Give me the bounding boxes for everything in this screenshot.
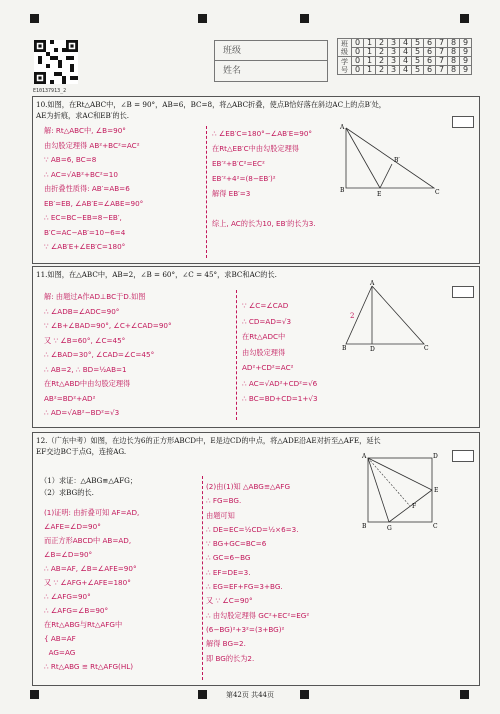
- answer-score-box[interactable]: [452, 116, 474, 128]
- fig-label: E: [434, 487, 439, 494]
- divider: [236, 290, 237, 420]
- fig-label: B: [340, 187, 345, 194]
- registration-mark: [460, 14, 469, 23]
- answer-score-box[interactable]: [452, 286, 474, 298]
- q11-work-right: ∵ ∠C=∠CAD ∴ CD=AD=√3 在Rt△ADC中 由勾股定理得 AD²+CD²=AC² ∴ AC=√AD²+CD²=√6 ∴ BC=BD+CD=1+√3: [242, 301, 318, 403]
- page-number: 第42页 共44页: [225, 691, 275, 699]
- fig-label: B: [342, 345, 347, 352]
- q10-work-right: ∴ ∠EB′C=180°−∠AB′E=90° 在Rt△EB′C中由勾股定理得 EB′²+B′C²=EC² EB′²+4²=(8−EB′)² 解得 EB′=3 综上, AC的长为10, EB′的长为3.: [212, 129, 316, 228]
- fig-label: C: [424, 345, 429, 352]
- question-12-text: 12.（广东中考）如图，在边长为6的正方形ABCD中，E是边CD的中点，将△ADE沿AE对折至△AFE，延长: [36, 436, 381, 445]
- name-label: 姓名: [223, 66, 242, 76]
- fig-label: C: [433, 523, 438, 530]
- divider: [202, 476, 203, 680]
- q10-work-left: 解: Rt△ABC中, ∠B=90° 由勾股定理得 AB²+BC²=AC² ∵ AB=6, BC=8 ∴ AC=√AB²+BC²=10 由折叠性质得: AB′=AB=6 EB′=EB, ∠AB′E=∠ABE=90° ∴ EC=BC−EB=8−EB′, B′C=AC−AB′=10−6=4 ∵ ∠AB′E+∠EB′C=180°: [44, 126, 144, 251]
- registration-mark: [30, 14, 39, 23]
- q11-work-left: 解: 由题过A作AD⊥BC于D.如图 ∴ ∠ADB=∠ADC=90° ∵ ∠B+∠BAD=90°, ∠C+∠CAD=90° 又 ∵ ∠B=60°, ∠C=45° ∴ ∠BAD=30°, ∠CAD=∠C=45° ∴ AB=2, ∴ BD=½AB=1 在Rt△ABD中由勾股定理得 AB²=BD²+AD² ∴ AD=√AB²−BD²=√3: [44, 292, 172, 417]
- grid-label-class: 班级: [338, 39, 352, 57]
- fig-label: 2: [350, 312, 355, 320]
- fig-label: F: [412, 503, 417, 510]
- q12-work-left: (1)证明: 由折叠可知 AF=AD, ∠AFE=∠D=90° 而正方形ABCD中 AB=AD, ∠B=∠D=90° ∴ AB=AF, ∠B=∠AFE=90° 又 ∵ ∠AFG+∠AFE=180° ∴ ∠AFG=90° ∴ ∠AFG=∠B=90° 在Rt△ABG与Rt△AFG中 { AB=AF AG=AG ∴ Rt△ABG ≌ Rt△AFG(HL): [44, 508, 140, 671]
- question-10-text: 10.如图，在Rt△ABC中，∠B = 90°，AB=6，BC=8，将△ABC折叠，使点B恰好落在斜边AC上的点B′处，: [36, 100, 386, 109]
- q12-work-right: (2)由(1)知 △ABG≌△AFG ∴ FG=BG. 由题可知 ∴ DE=EC=½CD=½×6=3. ∵ BG+GC=BC=6 ∴ GC=6−BG ∴ EF=DE=3. ∴ EG=EF+FG=3+BG. 又 ∵ ∠C=90° ∴ 由勾股定理得 GC²+EC²=EG² (6−BG)²+3²=(3+BG)² 解得 BG=2. 即 BG的长为2.: [206, 482, 310, 663]
- answer-score-box[interactable]: [452, 450, 474, 462]
- question-12-part-1: （1）求证：△ABG≌△AFG；: [40, 476, 138, 485]
- q11-figure: [342, 282, 432, 352]
- fig-label: D: [433, 453, 438, 460]
- fig-label: E: [377, 191, 382, 198]
- divider: [206, 126, 207, 258]
- question-10-text-cont: AE为折痕，求AC和EB′的长.: [36, 111, 130, 120]
- fig-label: C: [435, 189, 440, 196]
- fig-label: B′: [394, 157, 400, 164]
- question-11-text: 11.如图，在△ABC中，AB=2，∠B = 60°，∠C = 45°，求BC和AC的长.: [36, 270, 277, 279]
- fig-label: B: [362, 523, 367, 530]
- fig-label: G: [387, 525, 392, 532]
- qr-code-icon: [34, 40, 78, 84]
- fig-label: A: [340, 124, 345, 131]
- fig-label: A: [370, 280, 375, 287]
- registration-mark: [198, 14, 207, 23]
- fig-label: D: [370, 346, 375, 353]
- q12-figure: [362, 452, 442, 532]
- q10-figure: [340, 124, 440, 196]
- registration-mark: [300, 14, 309, 23]
- id-bubble-grid: 班级 0 1 2 3 4 5 6 7 8 9 0 1 2 3 4 5 6 7 8 9 学号 0 1 2 3 4 5 6 7 8 9 0 1 2 3 4 5 6 7 8 9: [337, 38, 472, 75]
- grid-label-number: 学号: [338, 57, 352, 75]
- student-info-box: [214, 40, 328, 82]
- question-12-part-2: （2）求BG的长.: [40, 488, 94, 497]
- document-id: E10137913_2: [33, 88, 67, 94]
- class-label: 班级: [215, 41, 327, 61]
- fig-label: A: [362, 453, 367, 460]
- question-12-text-cont: EF交边BC于点G，连接AG.: [36, 447, 127, 456]
